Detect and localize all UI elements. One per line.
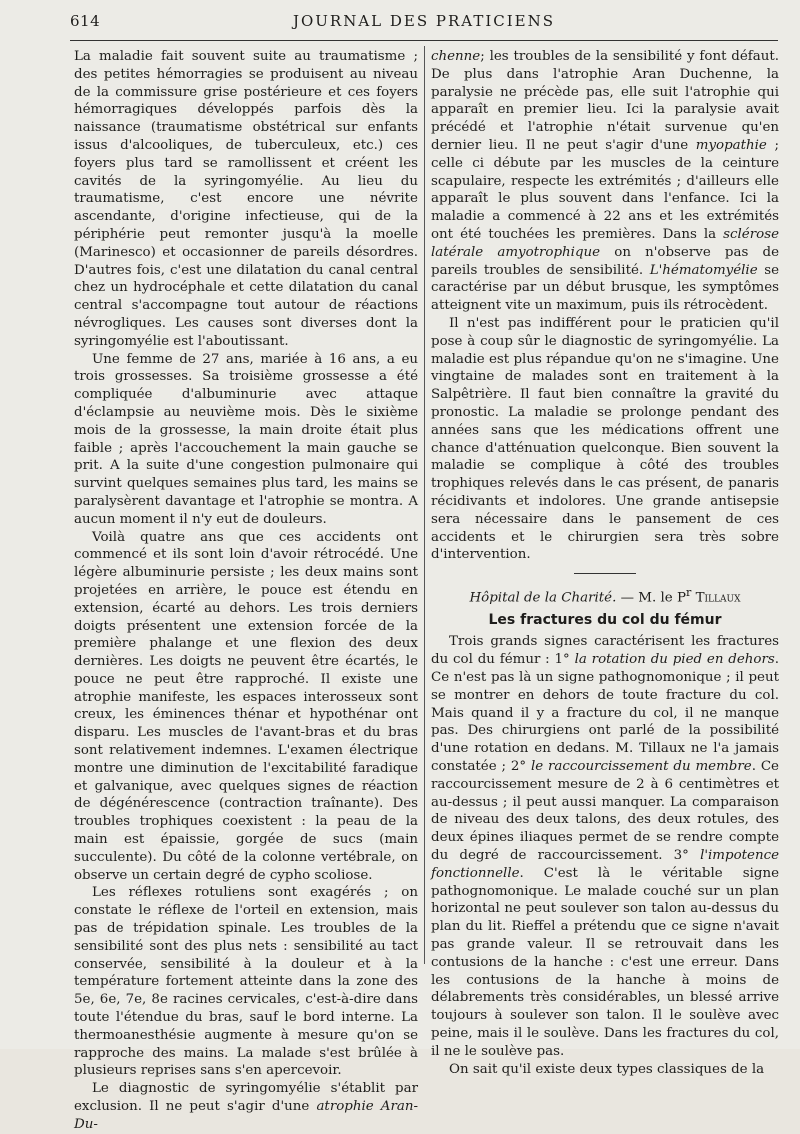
superscript: r xyxy=(685,586,692,600)
italic-run: sclérose latérale amyotrophique xyxy=(431,226,779,260)
text-run: ; les troubles de la sensibilité y font défaut. De plus dans l'atrophie Aran Duchenne, la paralysie ne précède pas, elle suit l'atrophie qui apparaît en premier lieu. Ici la paralysie avait précédé et l'atrophie n'était survenue qu'en dernier lieu. Il ne peut s'agir d'une xyxy=(431,49,779,153)
text-run: se caractérise par un début brusque, les symptômes atteignent vite un maximum, puis ils rétrocèdent. xyxy=(431,262,779,314)
italic-run: L'hématomyélie xyxy=(649,262,758,278)
section-rule xyxy=(574,573,636,574)
clinic-name: Hôpital de la Charité. xyxy=(469,590,617,606)
column-divider xyxy=(424,46,425,964)
journal-title: JOURNAL DES PRATICIENS xyxy=(292,12,556,30)
paragraph: Une femme de 27 ans, mariée à 16 ans, a eu trois grossesses. Sa troisième grossesse a été compliquée d'albuminurie avec attaque d'éclampsie au neuvième mois. Dès le sixième mois de la grossesse, la main droite était plus faible ; après l'accouchement la main gauche se prit. A la suite d'une congestion pulmonaire qui survint quelques semaines plus tard, les mains se paralysèrent davantage et l'atrophie se montra. A aucun moment il n'y eut de douleurs. xyxy=(74,351,418,527)
article-title: Les fractures du col du fémur xyxy=(488,612,722,629)
left-column xyxy=(74,48,418,1134)
text-run: — M. le P xyxy=(616,590,686,606)
text-run: . Ce raccourcissement mesure de 2 à 6 centimètres et au-dessus ; il peut aussi manquer. La comparaison de niveau des deux talons, des deux rotules, des deux épines iliaques permet de se rendre compte du degré de raccourcissement. 3° xyxy=(431,758,779,863)
paragraph xyxy=(431,633,779,1060)
text-run: . C'est là le véritable signe pathognomonique. Le malade couché sur un plan horizontal ne peut soulever son talon au-dessus du plan du lit. Rieffel a prétendu que ce signe n'avait pas grande valeur. Il se retrouvait dans les contusions de la hanche : c'est une erreur. Dans les contusions de la hanche à moins de délabrements très considérables, un blessé arrive toujours à soulever son talon. Il le soulève avec peine, mais il le soulève. Dans les fractures du col, il ne le soulève pas. xyxy=(431,865,779,1059)
italic-run: l'impotence fonctionnelle xyxy=(431,847,779,881)
text-run: Le diagnostic de syringomyélie s'établit par exclusion. Il ne peut s'agir d'une xyxy=(74,1081,418,1115)
page-header xyxy=(70,12,778,36)
author-name: Tillaux xyxy=(691,590,741,606)
paragraph: Les réflexes rotuliens sont exagérés ; on constate le réflexe de l'orteil en extension, mais pas de trépidation spinale. Les troubles de la sensibilité sont des plus nets : sensibilité au tact conservée, sensibilité à la douleur et à la température fortement atteinte dans la zone des 5e, 6e, 7e, 8e racines cervicales, c'est-à-dire dans toute l'étendue du bras, sauf le bord interne. La thermoanesthésie augmente à mesure qu'on se rapproche des mains. La malade s'est brûlée à plusieurs reprises sans s'en apercevoir. xyxy=(74,885,418,1079)
header-rule xyxy=(70,40,778,41)
italic-run: le raccourcissement du membre xyxy=(530,758,752,774)
clinic-line xyxy=(431,584,779,607)
paragraph xyxy=(74,1080,418,1133)
page-number: 614 xyxy=(70,12,101,30)
italic-run: chenne xyxy=(431,49,481,64)
text-run: Trois grands signes caractérisent les fractures du col du fémur : 1° xyxy=(431,634,779,668)
text-run: on n'observe pas de pareils troubles de sensibilité. xyxy=(431,244,780,278)
italic-run: myopathie xyxy=(695,137,767,153)
paragraph: Il n'est pas indifférent pour le praticien qu'il pose à coup sûr le diagnostic de syringomyélie. La maladie est plus répandue qu'on ne s'imagine. Une vingtaine de malades sont en traitement à la Salpêtrière. Il faut bien connaître la gravité du pronostic. La maladie se prolonge pendant des années sans que les médications offrent une chance d'atténuation quelconque. Bien souvent la maladie se complique à côté des troubles trophiques relevés dans le cas présent, de panaris récidivants et indolores. Une grande antisepsie sera nécessaire dans le pansement de ces accidents et le chirurgien sera très sobre d'intervention. xyxy=(431,315,779,563)
italic-run: la rotation du pied en dehors xyxy=(574,652,775,668)
italic-run: atrophie Aran-Du- xyxy=(74,1099,418,1132)
paragraph xyxy=(431,48,779,315)
paragraph: Voilà quatre ans que ces accidents ont commencé et ils sont loin d'avoir rétrocédé. Une légère albuminurie persiste ; les deux mains sont projetées en arrière, le pouce est étendu en extension, écarté au dehors. Les trois derniers doigts présentent une extension forcée de la première phalange et une flexion des deux dernières. Les doigts ne peuvent être écartés, le pouce ne peut être rapproché. Il existe une atrophie manifeste, les espaces interosseux sont creux, les éminences thénar et hypothénar ont disparu. Les muscles de l'avant-bras et du bras sont relativement indemnes. L'examen électrique montre une diminution de l'excitabilité faradique et galvanique, avec quelques signes de réaction de dégénérescence (contraction traînante). Des troubles trophiques coexistent : la peau de la main est épaissie, gorgée de sucs (main succulente). Du côté de la colonne vertébrale, on observe un certain degré de cypho scoliose. xyxy=(74,529,418,883)
text-run: . Ce n'est pas là un signe pathognomonique ; il peut se montrer en dehors de toute fracture du col. Mais quand il y a fracture du col, il ne manque pas. Des chirurgiens ont parlé de la possibilité d'une rotation en dedans. M. Tillaux ne l'a jamais constatée ; 2° xyxy=(431,652,780,774)
paragraph: On sait qu'il existe deux types classiques de la xyxy=(449,1061,765,1077)
text-run: ; celle ci débute par les muscles de la ceinture scapulaire, respecte les extrémités ; d'ailleurs elle apparaît le plus souvent dans l'enfance. Ici la maladie a commencé à 22 ans et les extrémités ont été touchées les premières. Dans la xyxy=(431,137,779,242)
right-column xyxy=(431,48,779,1078)
paragraph: La maladie fait souvent suite au traumatisme ; des petites hémorragies se produisent au niveau de la commissure grise postérieure et ces foyers hémorragiques développés parfois dès la naissance (traumatisme obstétrical sur enfants issus d'alcooliques, de tuberculeux, etc.) ces foyers plus tard se ramollissent et créent les cavités de la syringomyélie. Au lieu du traumatisme, c'est encore une névrite ascendante, d'origine infectieuse, qui de la périphérie peut remonter jusqu'à la moelle (Marinesco) et occasionner de pareils désordres. D'autres fois, c'est une dilatation du canal central chez un hydrocéphale et cette dilatation du canal central s'accompagne tout autour de réactions névrogliques. Les causes sont diverses dont la syringomyélie est l'aboutissant. xyxy=(74,49,418,349)
